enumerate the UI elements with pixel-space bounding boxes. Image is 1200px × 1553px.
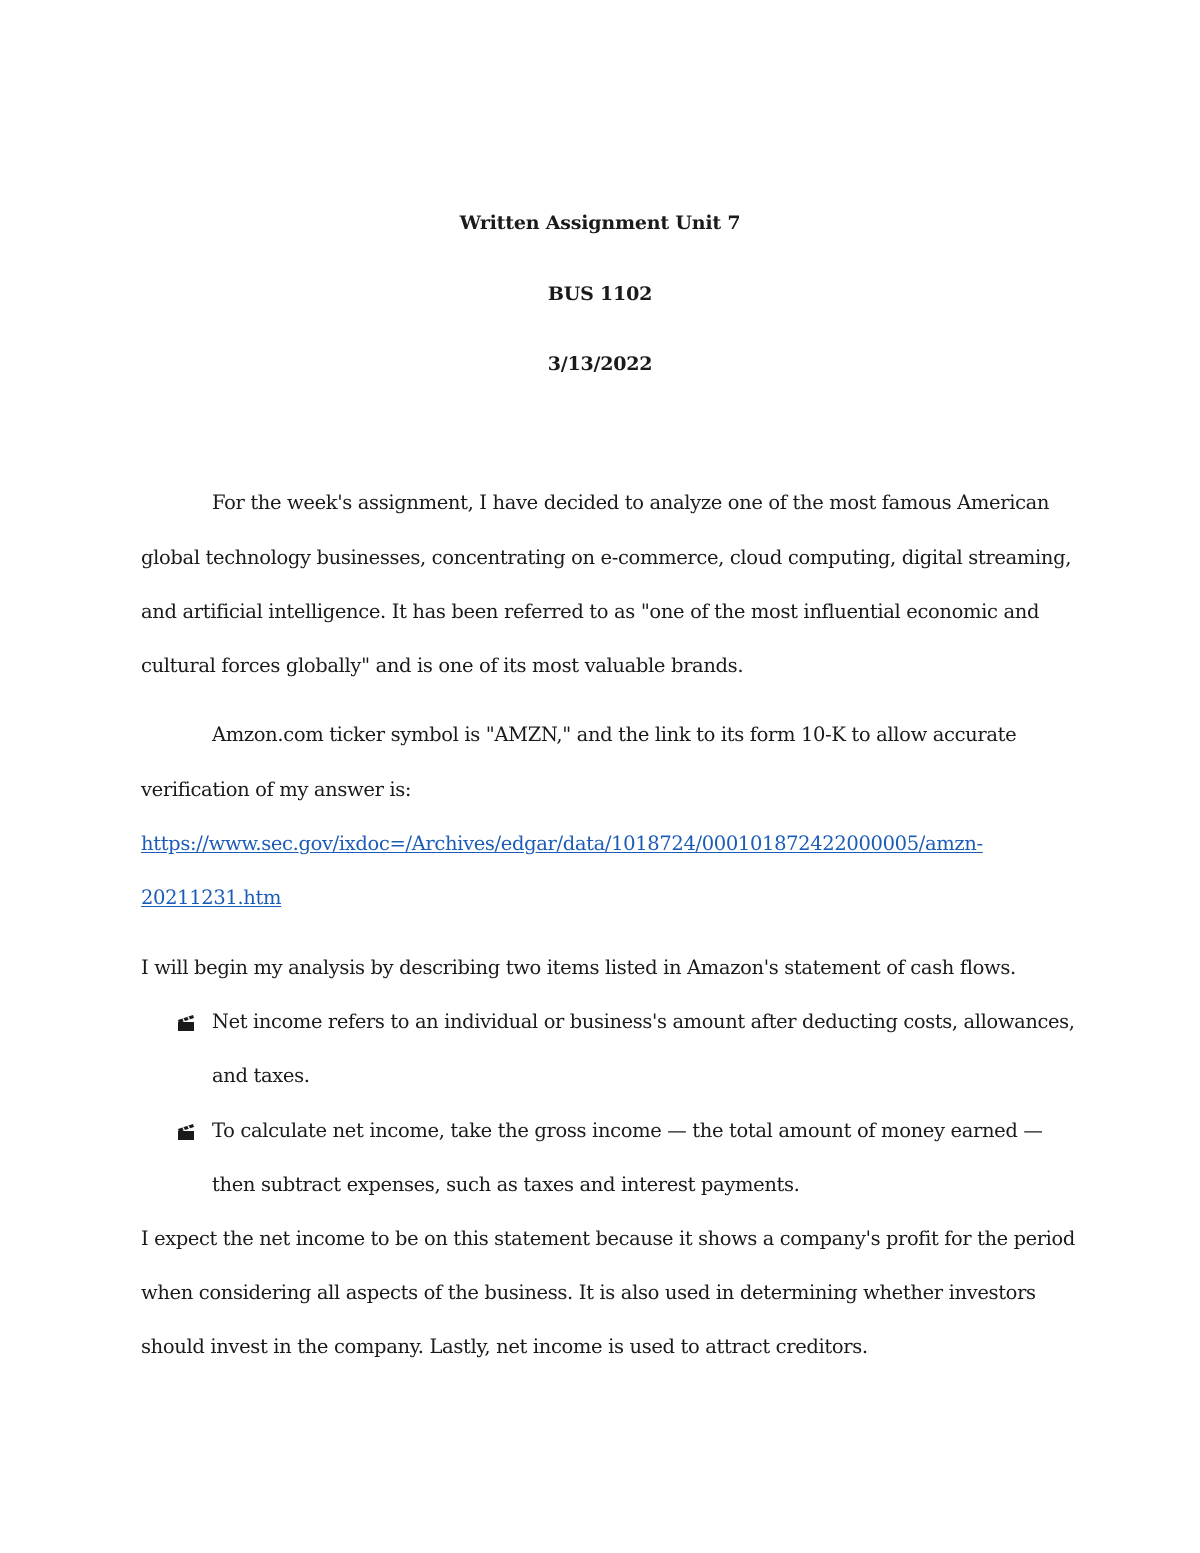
course-code: BUS 1102 xyxy=(547,283,653,305)
paragraph1-line: For the week's assignment, I have decided to analyze one of the most famous American xyxy=(212,491,1050,514)
paragraph2-line: verification of my answer is: xyxy=(141,778,412,801)
bullet-item-line: Net income refers to an individual or business's amount after deducting costs, allowances, xyxy=(212,1010,1075,1033)
clapperboard-icon xyxy=(176,1014,198,1032)
document-title: Written Assignment Unit 7 xyxy=(459,212,741,234)
sec-10k-link[interactable]: https://www.sec.gov/ixdoc=/Archives/edgar/data/1018724/000101872422000005/amzn- xyxy=(141,832,983,855)
bullet-item-line: To calculate net income, take the gross income — the total amount of money earned — xyxy=(212,1119,1043,1142)
paragraph1-line: cultural forces globally" and is one of its most valuable brands. xyxy=(141,654,744,677)
bullet-item-line: then subtract expenses, such as taxes and interest payments. xyxy=(212,1173,800,1196)
bullet-item-line: and taxes. xyxy=(212,1064,310,1087)
paragraph1-line: global technology businesses, concentrating on e-commerce, cloud computing, digital streaming, xyxy=(141,546,1072,569)
paragraph1-line: and artificial intelligence. It has been referred to as "one of the most influential economic and xyxy=(141,600,1040,623)
clapperboard-icon xyxy=(176,1123,198,1141)
document-date: 3/13/2022 xyxy=(547,353,653,375)
paragraph3-line: should invest in the company. Lastly, net income is used to attract creditors. xyxy=(141,1335,868,1358)
paragraph3-line: I expect the net income to be on this statement because it shows a company's profit for the period xyxy=(141,1227,1075,1250)
cash-flow-intro: I will begin my analysis by describing two items listed in Amazon's statement of cash flows. xyxy=(141,956,1016,979)
paragraph2-line: Amzon.com ticker symbol is "AMZN," and the link to its form 10-K to allow accurate xyxy=(212,723,1017,746)
sec-10k-link-continued[interactable]: 20211231.htm xyxy=(141,886,282,909)
paragraph3-line: when considering all aspects of the business. It is also used in determining whether investors xyxy=(141,1281,1036,1304)
